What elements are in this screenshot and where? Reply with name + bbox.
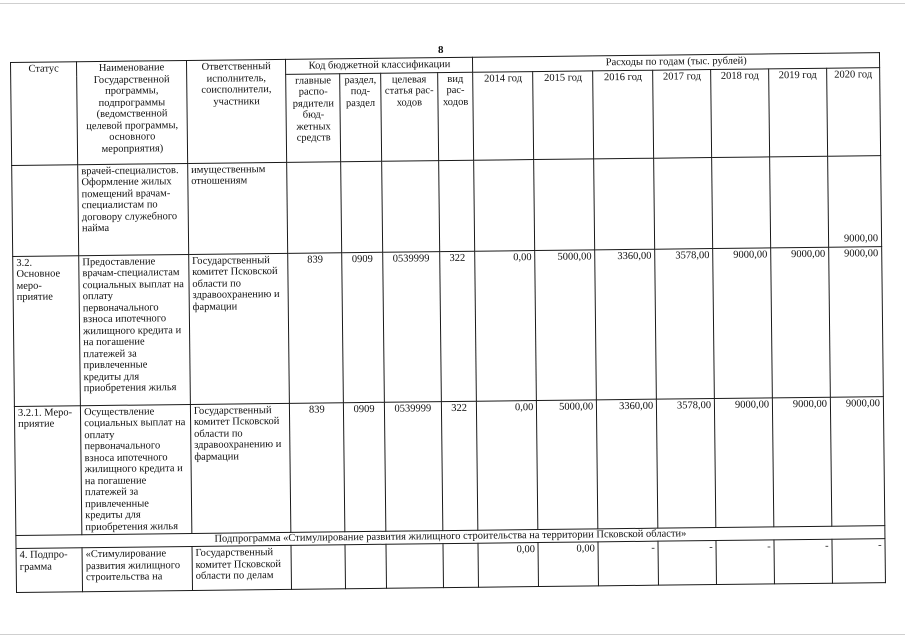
header-year-2014: 2014 год xyxy=(473,71,534,160)
row-target: 0539999 xyxy=(384,401,442,531)
row-value-2016: - xyxy=(598,541,658,586)
scan-edge-bottom xyxy=(0,634,905,635)
header-status: Статус xyxy=(11,62,78,165)
header-responsible: Ответственный исполнитель, соисполнители, участники xyxy=(186,59,287,163)
row-responsible: имущественным отношениям xyxy=(187,162,288,254)
row-target xyxy=(386,544,443,589)
row-status: 4. Подпро-грамма xyxy=(16,548,83,593)
row-section xyxy=(345,544,386,588)
row-grbs xyxy=(287,161,342,253)
header-year-2017: 2017 год xyxy=(653,69,712,158)
row-section: 0909 xyxy=(342,252,384,402)
row-value-2015: 5000,00 xyxy=(535,249,597,400)
row-value-2018 xyxy=(712,156,771,248)
header-target: целевая статья рас-ходов xyxy=(381,72,439,161)
row-kind xyxy=(438,160,475,251)
row-grbs xyxy=(291,545,345,590)
row-responsible: Государственный комитет Псковской области по здравоохранению и фармации xyxy=(190,403,291,534)
subprogram-title: Подпрограмма «Стимулирование развития жилищного строительства на территории Псковской области» xyxy=(16,526,885,549)
row-responsible: Государственный комитет Псковской области по делам xyxy=(192,545,292,590)
header-year-2018: 2018 год xyxy=(711,68,770,157)
table-row xyxy=(16,539,885,593)
row-value-2014 xyxy=(474,159,535,251)
row-status xyxy=(12,164,79,256)
row-value-2017: - xyxy=(658,541,716,586)
row-kind: 322 xyxy=(441,401,478,531)
row-value-2015: 0,00 xyxy=(538,542,598,587)
row-value-2020: 9000,00 xyxy=(828,155,882,247)
header-year-2015: 2015 год xyxy=(533,70,594,159)
row-section xyxy=(341,161,383,252)
table-row xyxy=(12,155,882,256)
table-row xyxy=(13,246,884,406)
row-name: врачей-специалистов. Оформление жилых помещений врачам-специалистам по договору служебного найма xyxy=(78,163,189,255)
row-value-2015: 5000,00 xyxy=(537,399,598,529)
row-grbs: 839 xyxy=(290,402,345,532)
table-row xyxy=(14,396,884,535)
row-target: 0539999 xyxy=(383,251,442,402)
row-value-2019 xyxy=(770,156,829,248)
row-value-2018: 9000,00 xyxy=(713,247,773,398)
row-name: Осуществление социальных выплат на оплату первоначального взноса ипотечного жилищного кредита и на погашение платежей за привлеченные кредиты для приобретения жилья xyxy=(80,404,191,535)
header-kind: вид рас-ходов xyxy=(437,72,474,160)
row-value-2016: 3360,00 xyxy=(597,399,658,529)
row-value-2016 xyxy=(594,158,655,250)
header-grbs: главные распо-рядители бюд-жетных средств xyxy=(286,73,341,162)
header-section: раздел, под-раздел xyxy=(340,73,382,161)
row-responsible: Государственный комитет Псковской области по здравоохранению и фармации xyxy=(189,253,290,404)
budget-table-sheet xyxy=(10,52,886,593)
row-value-2019: 9000,00 xyxy=(772,397,831,527)
row-value-2017: 3578,00 xyxy=(655,248,715,399)
header-year-2019: 2019 год xyxy=(769,68,828,157)
row-value-2018: - xyxy=(716,540,774,585)
page-number: 8 xyxy=(438,44,444,56)
row-grbs: 839 xyxy=(288,252,344,403)
header-expenses: Расходы по годам (тыс. рублей) xyxy=(473,53,880,72)
header-budget-code: Код бюджетной классификации xyxy=(286,57,473,74)
header-year-2016: 2016 год xyxy=(593,70,654,159)
row-target xyxy=(382,160,440,252)
row-value-2017: 3578,00 xyxy=(657,398,716,528)
row-value-2018: 9000,00 xyxy=(715,397,774,527)
row-value-2020: - xyxy=(832,539,885,584)
row-kind: 322 xyxy=(440,251,477,401)
row-value-2017 xyxy=(654,157,713,249)
row-name: Предоставление врачам-специалистам социальных выплат на оплату первоначального взноса ипотечного жилищного кредита и на погашение платежей за привлеченные кредиты для приобретения жилья xyxy=(79,254,190,405)
budget-table xyxy=(10,52,886,593)
row-value-2014: 0,00 xyxy=(475,250,537,401)
row-value-2015 xyxy=(534,158,595,250)
header-name: Наименование Государственной программы, подпрограммы (ведомственной целевой программы, основного мероприятия) xyxy=(77,60,188,164)
row-value-2019: - xyxy=(774,539,832,584)
row-status: 3.2. Основное меро-приятие xyxy=(13,255,81,406)
row-kind xyxy=(443,543,479,587)
row-value-2016: 3360,00 xyxy=(595,249,657,400)
header-year-2020: 2020 год xyxy=(827,67,881,156)
row-value-2014: 0,00 xyxy=(478,543,538,588)
row-value-2020: 9000,00 xyxy=(829,246,884,397)
row-value-2020: 9000,00 xyxy=(830,396,884,526)
row-value-2014: 0,00 xyxy=(477,400,538,530)
row-value-2019: 9000,00 xyxy=(771,247,831,398)
row-status: 3.2.1. Меро-приятие xyxy=(14,405,82,535)
row-name: «Стимулирование развития жилищного строительства на xyxy=(82,546,192,591)
scan-edge-top xyxy=(0,3,905,4)
row-section: 0909 xyxy=(344,402,386,532)
